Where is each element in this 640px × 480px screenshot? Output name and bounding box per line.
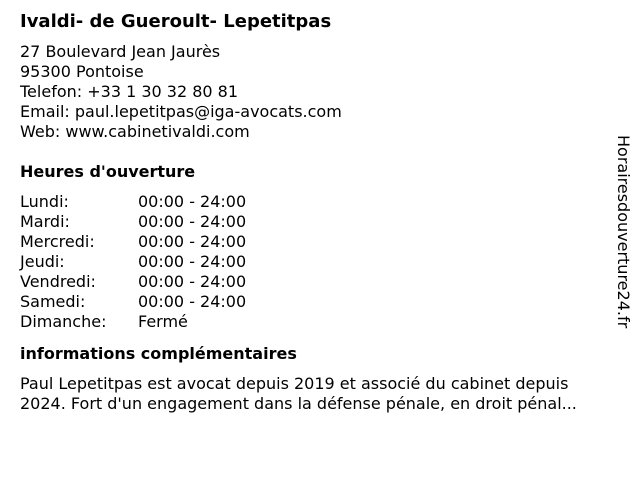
hours-row-vendredi	[20, 272, 610, 292]
hours-row-samedi	[20, 292, 610, 312]
additional-info-heading: informations complémentaires	[20, 344, 297, 363]
hours-time-value: 00:00 - 24:00	[138, 192, 247, 211]
hours-time-value: 00:00 - 24:00	[138, 232, 247, 251]
hours-day-label: Jeudi:	[20, 252, 65, 271]
street-address: 27 Boulevard Jean Jaurès	[20, 42, 221, 61]
hours-time-value: 00:00 - 24:00	[138, 272, 247, 291]
business-card	[20, 8, 610, 414]
hours-day-label: Lundi:	[20, 192, 69, 211]
city-postal-code: 95300 Pontoise	[20, 62, 144, 81]
hours-day-label: Samedi:	[20, 292, 86, 311]
site-brand-watermark: Horairesdouverture24.fr	[614, 135, 633, 329]
hours-day-label: Mardi:	[20, 212, 70, 231]
website-link[interactable]: Web: www.cabinetivaldi.com	[20, 122, 250, 141]
hours-time-value: 00:00 - 24:00	[138, 292, 247, 311]
hours-row-mercredi	[20, 232, 610, 252]
hours-day-label: Mercredi:	[20, 232, 95, 251]
hours-row-lundi	[20, 192, 610, 212]
opening-hours-table	[20, 192, 610, 332]
hours-time-value: 00:00 - 24:00	[138, 252, 247, 271]
hours-row-mardi	[20, 212, 610, 232]
business-name: Ivaldi- de Gueroult- Lepetitpas	[20, 11, 332, 32]
info-text-line: 2024. Fort d'un engagement dans la défense pénale, en droit pénal...	[20, 394, 577, 413]
info-text-line: Paul Lepetitpas est avocat depuis 2019 et associé du cabinet depuis	[20, 374, 569, 393]
address-block	[20, 42, 610, 142]
opening-hours-heading: Heures d'ouverture	[20, 162, 196, 181]
hours-day-label: Dimanche:	[20, 312, 107, 331]
hours-time-value: Fermé	[138, 312, 188, 331]
hours-row-dimanche	[20, 312, 610, 332]
hours-day-label: Vendredi:	[20, 272, 96, 291]
hours-row-jeudi	[20, 252, 610, 272]
hours-time-value: 00:00 - 24:00	[138, 212, 247, 231]
email-address[interactable]: Email: paul.lepetitpas@iga-avocats.com	[20, 102, 342, 121]
phone-number[interactable]: Telefon: +33 1 30 32 80 81	[20, 82, 239, 101]
additional-info-text	[20, 374, 620, 414]
